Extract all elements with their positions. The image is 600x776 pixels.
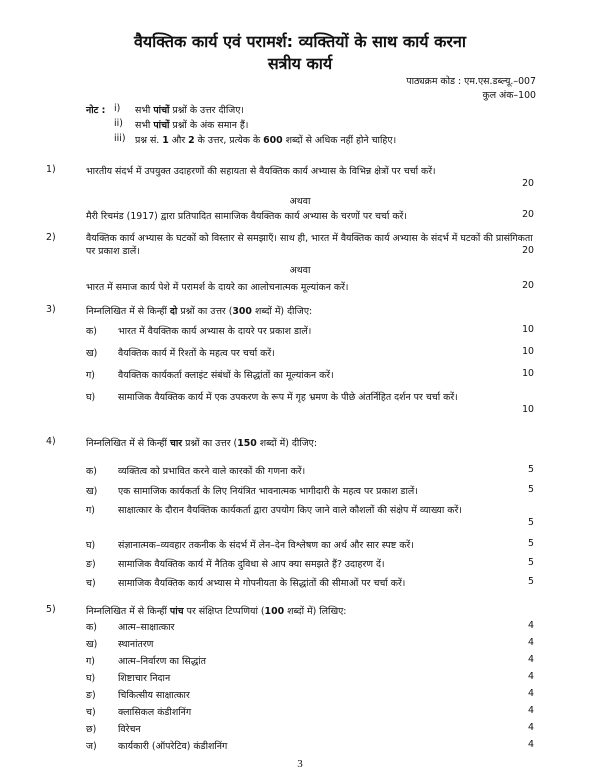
q3-item-text: वैयक्तिक कार्य में रिश्तों के महत्व पर चर्चा करें। xyxy=(118,348,275,359)
q1-alt-marks: 20 xyxy=(522,209,534,220)
q5-item-marks: 4 xyxy=(528,705,534,716)
q5-item-marks: 4 xyxy=(528,654,534,665)
q4-item-marks: 5 xyxy=(528,484,534,495)
q5-item-marks: 4 xyxy=(528,722,534,733)
q4-item-text: सामाजिक वैयक्तिक कार्य में नैतिक दुविधा से आप क्या समझते हैं? उदाहरण दें। xyxy=(118,559,385,570)
q1-marks: 20 xyxy=(522,178,534,189)
q5-item-text: आत्म–साक्षात्कार xyxy=(118,622,175,633)
q3-item-num: क) xyxy=(86,326,97,337)
page-number: 3 xyxy=(297,758,303,770)
course-code: पाठ्यक्रम कोड : एम.एस.डब्ल्यू.–007 xyxy=(406,76,536,87)
q4-item-num: क) xyxy=(86,466,97,477)
q2-text: वैयक्तिक कार्य अभ्यास के घटकों को विस्तार से समझाएँ। साथ ही, भारत में वैयक्तिक कार्य अभ्यास के संदर्भ में घटकों की प्रासंगिकता पर प्रकाश डालें। xyxy=(86,233,533,257)
q3-item-num: ग) xyxy=(86,370,95,381)
q2-alt-marks: 20 xyxy=(522,280,534,291)
q4-item-text: संज्ञानात्मक–व्यवहार तकनीक के संदर्भ में लेन–देन विश्लेषण का अर्थ और सार स्पष्ट करें। xyxy=(118,540,414,551)
q4-item-text: सामाजिक वैयक्तिक कार्य अभ्यास मे गोपनीयता के सिद्धांतों की सीमाओं पर चर्चा करें। xyxy=(118,578,406,589)
q3-item-marks: 10 xyxy=(522,404,534,415)
q1-number: 1) xyxy=(46,164,56,175)
q3-item-num: घ) xyxy=(86,392,96,403)
q3-item-marks: 10 xyxy=(522,324,534,335)
q4-item-text: साक्षात्कार के दौरान वैयक्तिक कार्यकर्ता द्वारा उपयोग किए जाने वाले कौशलों की संक्षेप में व्याख्या करें। xyxy=(118,505,462,516)
q5-item-text: शिष्टाचार निदान xyxy=(118,673,171,684)
q4-item-marks: 5 xyxy=(528,538,534,549)
q5-item-marks: 4 xyxy=(528,637,534,648)
q5-item-marks: 4 xyxy=(528,671,534,682)
q5-item-num: क) xyxy=(86,622,97,633)
q3-number: 3) xyxy=(46,304,56,315)
q5-item-marks: 4 xyxy=(528,688,534,699)
q5-item-text: स्थानांतरण xyxy=(118,639,154,650)
q5-item-text: क्लासिकल कंडीशनिंग xyxy=(118,707,192,718)
q5-item-text: विरेचन xyxy=(118,724,141,735)
q5-item-text: आत्म–निर्वारण का सिद्धांत xyxy=(118,656,207,667)
q5-item-num: घ) xyxy=(86,673,96,684)
q4-item-marks: 5 xyxy=(528,464,534,475)
q5-item-text: कार्यकारी (ऑपरेटिव) कंडीशनिंग xyxy=(118,741,228,752)
note-item-3: प्रश्न सं. 1 और 2 के उत्तर, प्रत्येक के 600 शब्दों से अधिक नहीं होने चाहिए। xyxy=(135,135,397,146)
total-marks: कुल अंक–100 xyxy=(482,90,536,101)
q4-item-num: ग) xyxy=(86,505,95,516)
document-title: वैयक्तिक कार्य एवं परामर्श: व्यक्तियों के साथ कार्य करना xyxy=(133,32,466,51)
q4-item-num: घ) xyxy=(86,540,96,551)
note-item-1: सभी पांचों प्रश्नों के उत्तर दीजिए। xyxy=(135,105,244,116)
q5-item-text: चिकित्सीय साक्षात्कार xyxy=(118,690,190,701)
q2-alt-text: भारत में समाज कार्य पेशे में परामर्श के दायरे का आलोचनात्मक मूल्यांकन करें। xyxy=(86,282,349,293)
q5-item-num: ङ) xyxy=(86,690,96,701)
q2-or: अथवा xyxy=(289,265,311,276)
q3-item-marks: 10 xyxy=(522,368,534,379)
q4-text: निम्नलिखित में से किन्हीं चार प्रश्नों का उत्तर (150 शब्दों में) दीजिए: xyxy=(86,438,318,449)
q3-item-text: सामाजिक वैयक्तिक कार्य में एक उपकरण के रूप में गृह भ्रमण के पीछे अंतर्निहित दर्शन पर चर्चा करें। xyxy=(118,392,458,403)
q4-item-marks: 5 xyxy=(528,557,534,568)
document-subtitle: सत्रीय कार्य xyxy=(267,54,333,73)
note-item-2: सभी पांचों प्रश्नों के अंक समान हैं। xyxy=(135,120,249,131)
q1-alt-text: मैरी रिचमंड (1917) द्वारा प्रतिपादित सामाजिक वैयक्तिक कार्य अभ्यास के चरणों पर चर्चा करें। xyxy=(86,211,407,222)
q4-item-text: एक सामाजिक कार्यकर्ता के लिए नियंत्रित भावनात्मक भागीदारी के महत्व पर प्रकाश डालें। xyxy=(118,486,418,497)
q2-number: 2) xyxy=(46,232,56,243)
note-item-2-num: ii) xyxy=(114,118,123,129)
q5-item-marks: 4 xyxy=(528,620,534,631)
note-label: नोट : xyxy=(86,105,106,116)
note-item-3-num: iii) xyxy=(114,133,126,144)
q1-text: भारतीय संदर्भ में उपयुक्त उदाहरणों की सहायता से वैयक्तिक कार्य अभ्यास के विभिन्न क्षेत्रों पर चर्चा करें। xyxy=(86,166,436,177)
q5-item-marks: 4 xyxy=(528,739,534,750)
q3-item-num: ख) xyxy=(86,348,98,359)
q5-item-num: ग) xyxy=(86,656,95,667)
q3-item-marks: 10 xyxy=(522,346,534,357)
q3-item-text: भारत में वैयक्तिक कार्य अभ्यास के दायरे पर प्रकाश डालें। xyxy=(118,326,312,337)
q5-item-num: छ) xyxy=(86,724,97,735)
q1-or: अथवा xyxy=(289,196,311,207)
q4-item-marks: 5 xyxy=(528,517,534,528)
q4-item-num: च) xyxy=(86,578,96,589)
q4-number: 4) xyxy=(46,436,56,447)
q4-item-num: ङ) xyxy=(86,559,96,570)
q4-item-marks: 5 xyxy=(528,576,534,587)
q5-item-num: ज) xyxy=(86,741,97,752)
q4-item-text: व्यक्तित्व को प्रभावित करने वाले कारकों की गणना करें। xyxy=(118,466,306,477)
q3-item-text: वैयक्तिक कार्यकर्ता क्लाइंट संबंधों के सिद्धांतों का मूल्यांकन करें। xyxy=(118,370,334,381)
q2-marks: 20 xyxy=(522,245,534,256)
q5-text: निम्नलिखित में से किन्हीं पांच पर संक्षिप्त टिप्पणियां (100 शब्दों में) लिखिए: xyxy=(86,606,347,617)
note-item-1-num: i) xyxy=(114,103,121,114)
q5-item-num: च) xyxy=(86,707,96,718)
q5-number: 5) xyxy=(46,604,56,615)
q5-item-num: ख) xyxy=(86,639,98,650)
q4-item-num: ख) xyxy=(86,486,98,497)
q3-text: निम्नलिखित में से किन्हीं दो प्रश्नों का उत्तर (300 शब्दों में) दीजिए: xyxy=(86,306,313,317)
